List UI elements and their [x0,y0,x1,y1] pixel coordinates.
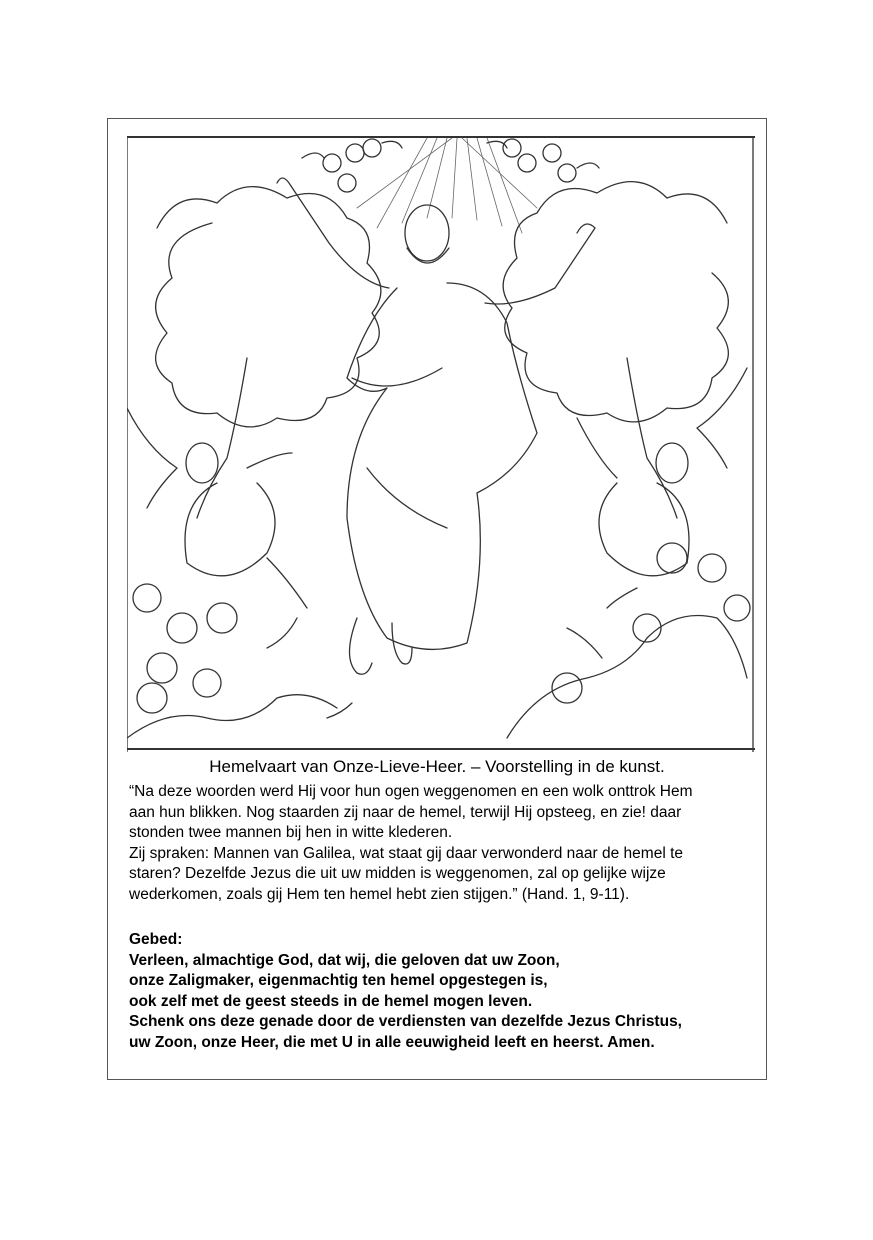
prayer-line: uw Zoon, onze Heer, die met U in alle eeuwigheid leeft en heerst. Amen. [129,1033,655,1051]
prayer-line: Verleen, almachtige God, dat wij, die geloven dat uw Zoon, [129,951,560,969]
prayer-heading: Gebed: [129,931,183,948]
cherubs-left [302,139,402,192]
christ-figure [277,178,595,674]
prayer-line: Schenk ons deze genade door de verdiensten van dezelfde Jezus Christus, [129,1013,682,1031]
angel-left [127,358,307,608]
prayer-line: ook zelf met de geest steeds in de hemel mogen leven. [129,992,533,1010]
prayer-block [129,930,759,1054]
quote-line: aan hun blikken. Nog staarden zij naar de hemel, terwijl Hij opsteeg, en zie! daar [129,803,682,821]
cloud-left [156,187,381,427]
quote-line: stonden twee mannen bij hen in witte klederen. [129,824,453,842]
ascension-illustration [127,136,755,750]
light-rays [357,138,537,233]
quote-line: Zij spraken: Mannen van Galilea, wat staat gij daar verwonderd naar de hemel te [129,844,683,862]
cherubs-right [487,139,599,182]
quote-line: “Na deze woorden werd Hij voor hun ogen weggenomen en een wolk onttrok Hem [129,783,693,800]
prayer-line: onze Zaligmaker, eigenmachtig ten hemel opgestegen is, [129,972,548,990]
illustration-caption: Hemelvaart van Onze-Lieve-Heer. – Voorstelling in de kunst. [209,757,665,776]
quote-line: staren? Dezelfde Jezus die uit uw midden is weggenomen, zal op gelijke wijze [129,865,666,883]
quote-line: wederkomen, zoals gij Hem ten hemel hebt zien stijgen.” (Hand. 1, 9-11). [129,885,630,903]
angel-right [577,358,747,576]
cloud-right [503,182,728,422]
apostles-right [507,543,750,738]
scripture-quote [129,782,759,906]
ascension-drawing [127,138,755,752]
apostles-left [127,584,352,738]
